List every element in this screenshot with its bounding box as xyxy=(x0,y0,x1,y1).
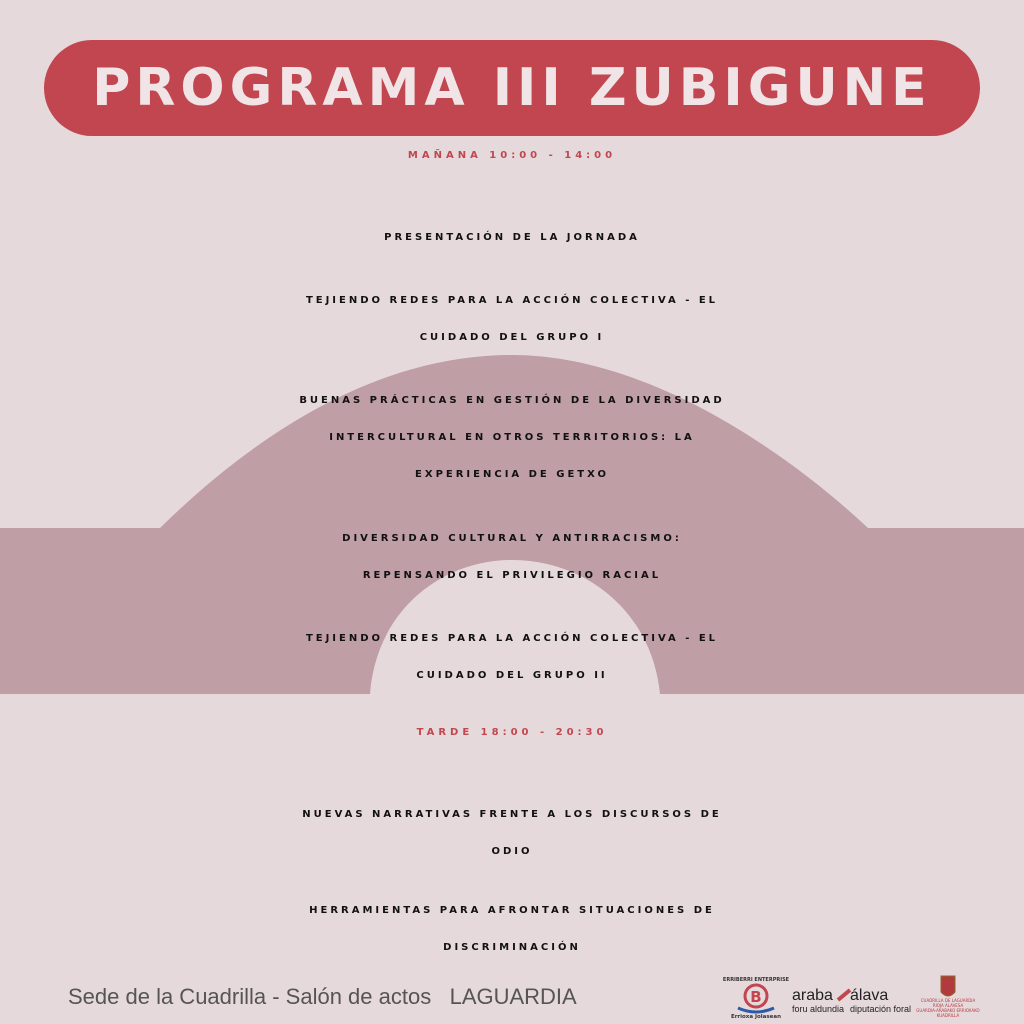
item-line: HERRAMIENTAS PARA AFRONTAR SITUACIONES DE xyxy=(309,905,715,916)
cuadrilla-laguardia-logo xyxy=(910,970,986,1020)
item-line: CUIDADO DEL GRUPO I xyxy=(419,332,605,343)
cuadrilla-line-3: GUARDIA-ARABAKO ERRIOXAKO xyxy=(916,1008,980,1013)
svg-text:B: B xyxy=(750,988,762,1006)
venue-footer xyxy=(68,984,577,1010)
item-line: EXPERIENCIA DE GETXO xyxy=(415,469,609,480)
morning-heading: MAÑANA 10:00 - 14:00 xyxy=(407,150,617,161)
program-item-tejiendo-redes-2 xyxy=(8,620,1016,694)
item-line: TEJIENDO REDES PARA LA ACCIÓN COLECTIVA - EL xyxy=(305,295,719,306)
araba-text: araba xyxy=(792,987,833,1004)
item-line: BUENAS PRÁCTICAS EN GESTIÓN DE LA DIVERSIDAD xyxy=(299,395,725,406)
logo1-bottom-text: Errioxa Jolasean xyxy=(730,1014,782,1020)
cuadrilla-line-1: CUADRILLA DE LAGUARDIA xyxy=(920,998,976,1003)
araba-alava-logo xyxy=(792,982,912,1016)
alava-text: álava xyxy=(850,987,889,1004)
item-line: PRESENTACIÓN DE LA JORNADA xyxy=(384,232,640,243)
program-item-tejiendo-redes-1 xyxy=(8,282,1016,356)
program-item-buenas-practicas xyxy=(8,382,1016,493)
item-line: CUIDADO DEL GRUPO II xyxy=(416,670,608,681)
program-item-herramientas xyxy=(8,892,1016,966)
cuadrilla-line-2: RIOJA ALAVESA xyxy=(932,1003,964,1008)
title-banner xyxy=(44,40,980,136)
erriberri-logo xyxy=(722,972,790,1020)
item-line: NUEVAS NARRATIVAS FRENTE A LOS DISCURSOS DE xyxy=(302,809,722,820)
item-line: REPENSANDO EL PRIVILEGIO RACIAL xyxy=(362,570,662,581)
item-line: DIVERSIDAD CULTURAL Y ANTIRRACISMO: xyxy=(342,533,682,544)
program-item-nuevas-narrativas xyxy=(8,796,1016,870)
program-item-diversidad-cultural xyxy=(8,520,1016,594)
item-line: DISCRIMINACIÓN xyxy=(443,942,581,953)
program-item-presentation xyxy=(8,219,1016,256)
item-line: ODIO xyxy=(491,846,533,857)
venue-text: Sede de la Cuadrilla - Salón de actos xyxy=(68,984,432,1009)
afternoon-heading: TARDE 18:00 - 20:30 xyxy=(416,727,608,738)
cuadrilla-line-4: KUADRILLA xyxy=(936,1013,960,1018)
item-line: INTERCULTURAL EN OTROS TERRITORIOS: LA xyxy=(329,432,695,443)
diputacion-foral-text: diputación foral xyxy=(850,1004,912,1014)
town-text: LAGUARDIA xyxy=(449,984,577,1009)
item-line: TEJIENDO REDES PARA LA ACCIÓN COLECTIVA - EL xyxy=(305,633,719,644)
logo1-top-text: ERRIBERRI ENTERPRISE xyxy=(722,977,790,983)
foru-aldundia-text: foru aldundia xyxy=(792,1004,845,1014)
program-title: PROGRAMA III ZUBIGUNE xyxy=(92,58,932,118)
coat-of-arms-icon xyxy=(941,976,955,996)
